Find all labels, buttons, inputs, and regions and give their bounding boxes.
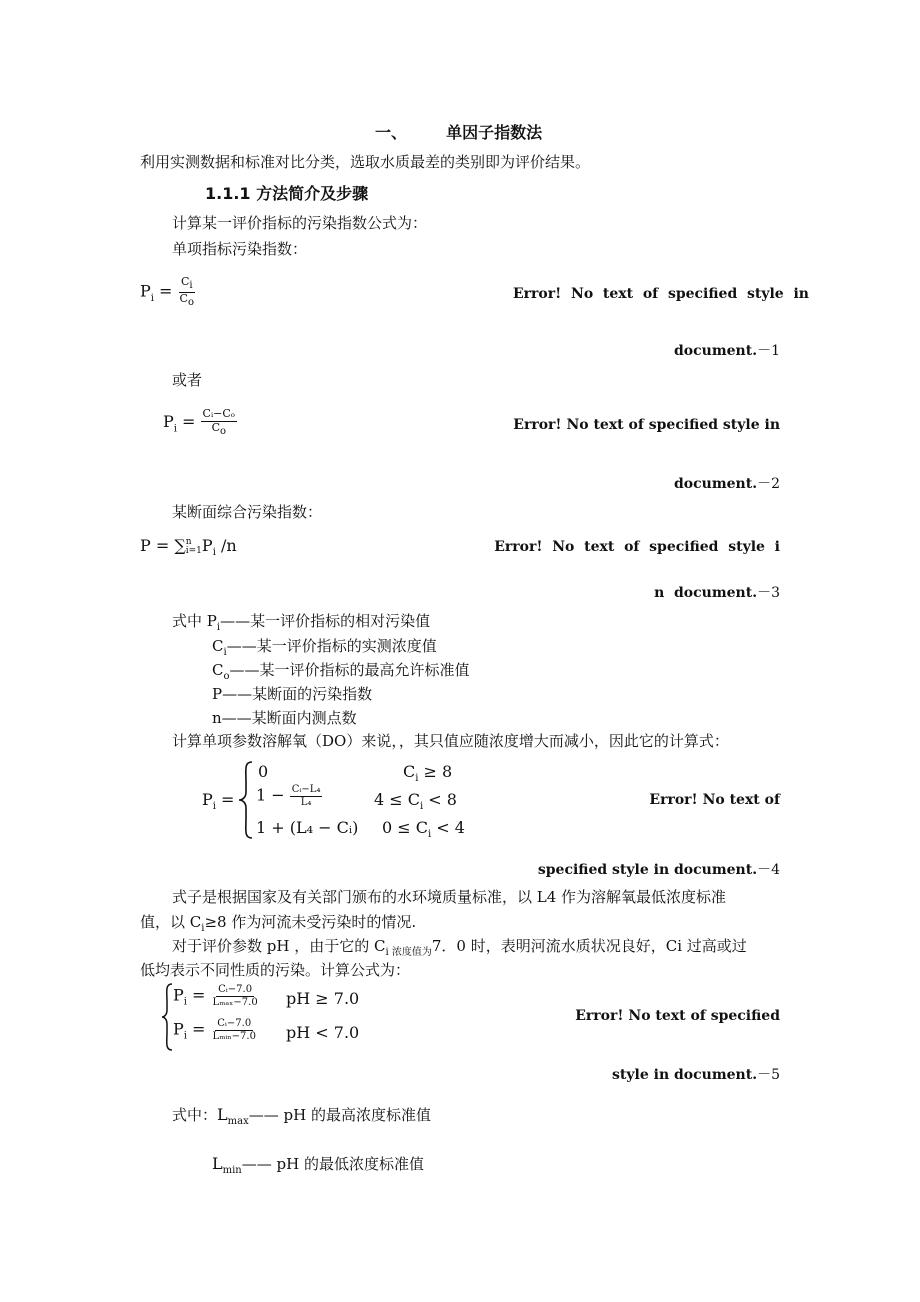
definition-ci: $C_i——$某一评价指标的实测浓度值 (212, 637, 437, 658)
equation-3-number-line: n document.－3 (654, 585, 780, 601)
equation-3: P = ∑ n i=1 $P_i$ /n (140, 536, 237, 559)
equation-2: $P_i$ = $\frac{\text{Cᵢ−Cₒ}}{C_o}$ (163, 407, 236, 437)
definition-pi: 式中 $P_i——$某一评价指标的相对污染值 (172, 612, 431, 633)
equation-4-lhs: $P_i$ = (202, 790, 235, 813)
section-heading (375, 120, 542, 143)
standard-paragraph-line1: 式子是根据国家及有关部门颁布的水环境质量标准，以 L4 作为溶解氧最低浓度标准 (172, 888, 727, 906)
standard-paragraph-line2: 值，以 $C_i\ge 8$ 作为河流未受污染时的情况. (140, 913, 417, 934)
equation-4-error-line1: Error! No text of (649, 792, 780, 808)
equation-4-case2: 1 − $\frac{\text{Cᵢ−L₄}}{\text{L₄}}$ (256, 784, 321, 808)
equation-5-error-line1: Error! No text of specified (575, 1008, 780, 1024)
equation-3-error-line1: Error! No text of specified style i (494, 539, 780, 555)
equation-2-error-line1: Error! No text of specified style in (513, 417, 780, 433)
equation-5-number-line: style in document.－5 (612, 1067, 780, 1083)
equation-4-case1: 0 (258, 762, 269, 781)
section-index-paragraph: 某断面综合污染指数： (172, 503, 323, 521)
or-text: 或者 (172, 371, 203, 389)
section-number: 一、 (375, 123, 408, 142)
equation-5-row2-condition: pH < 7.0 (286, 1023, 360, 1042)
formula-intro-paragraph: 计算某一评价指标的污染指数公式为： (172, 214, 428, 232)
do-paragraph: 计算单项参数溶解氧（DO）来说，，其只值应随浓度增大而减小，因此它的计算式： (172, 732, 729, 750)
equation-1-number-line: document.－1 (674, 343, 780, 359)
equation-4-case3-condition: $0 \le C_i < 4$ (382, 818, 465, 841)
equation-5-brace (160, 982, 174, 1052)
equation-4-brace (236, 760, 256, 840)
ph-paragraph-line2: 低均表示不同性质的污染。计算公式为： (140, 961, 411, 979)
intro-paragraph: 利用实测数据和标准对比分类，选取水质最差的类别即为评价结果。 (140, 153, 591, 171)
definition-co: $C_o——$某一评价指标的最高允许标准值 (212, 661, 470, 682)
equation-4-case1-condition: $C_i \ge 8$ (403, 762, 453, 785)
definition-p: P——某断面的污染指数 (212, 685, 373, 703)
equation-4-case2-condition: $4 \le C_i < 8$ (374, 790, 457, 813)
definition-lmax: 式中：$L_{max}——$ pH 的最高浓度标准值 (172, 1105, 431, 1127)
equation-4-number-line: specified style in document.－4 (537, 862, 780, 878)
single-index-paragraph: 单项指标污染指数： (172, 240, 308, 258)
subsection-heading: 1.1.1 方法简介及步骤 (205, 184, 369, 203)
equation-5-row1: $P_i$ = $\frac{\text{Cᵢ−7.0}}{\text{Lₘₐₓ−7.0}}$ (173, 984, 258, 1008)
definition-n: n——某断面内测点数 (212, 709, 357, 727)
equation-5-row2: $P_i$ = $\frac{\text{Cᵢ−7.0}}{\text{Lₘᵢₙ−7.0}}$ (173, 1018, 256, 1042)
equation-4-case3: 1 + (L₄ − Cᵢ) (256, 818, 359, 837)
equation-1: $P_i$ = $\frac{C_i}{C_o}$ (140, 275, 194, 308)
ph-paragraph-line1: 对于评价参数 pH ，由于它的 $C_{i 浓度值为}7$．0 时，表明河流水质状况良好，Ci 过高或过 (172, 937, 747, 958)
definition-lmin: $L_{min}——$ pH 的最低浓度标准值 (212, 1154, 424, 1176)
equation-5-row1-condition: pH ≥ 7.0 (286, 989, 360, 1008)
section-title: 单因子指数法 (446, 123, 543, 142)
equation-2-number-line: document.－2 (674, 476, 780, 492)
equation-1-error-line1: Error! No text of specified style in (513, 286, 809, 302)
